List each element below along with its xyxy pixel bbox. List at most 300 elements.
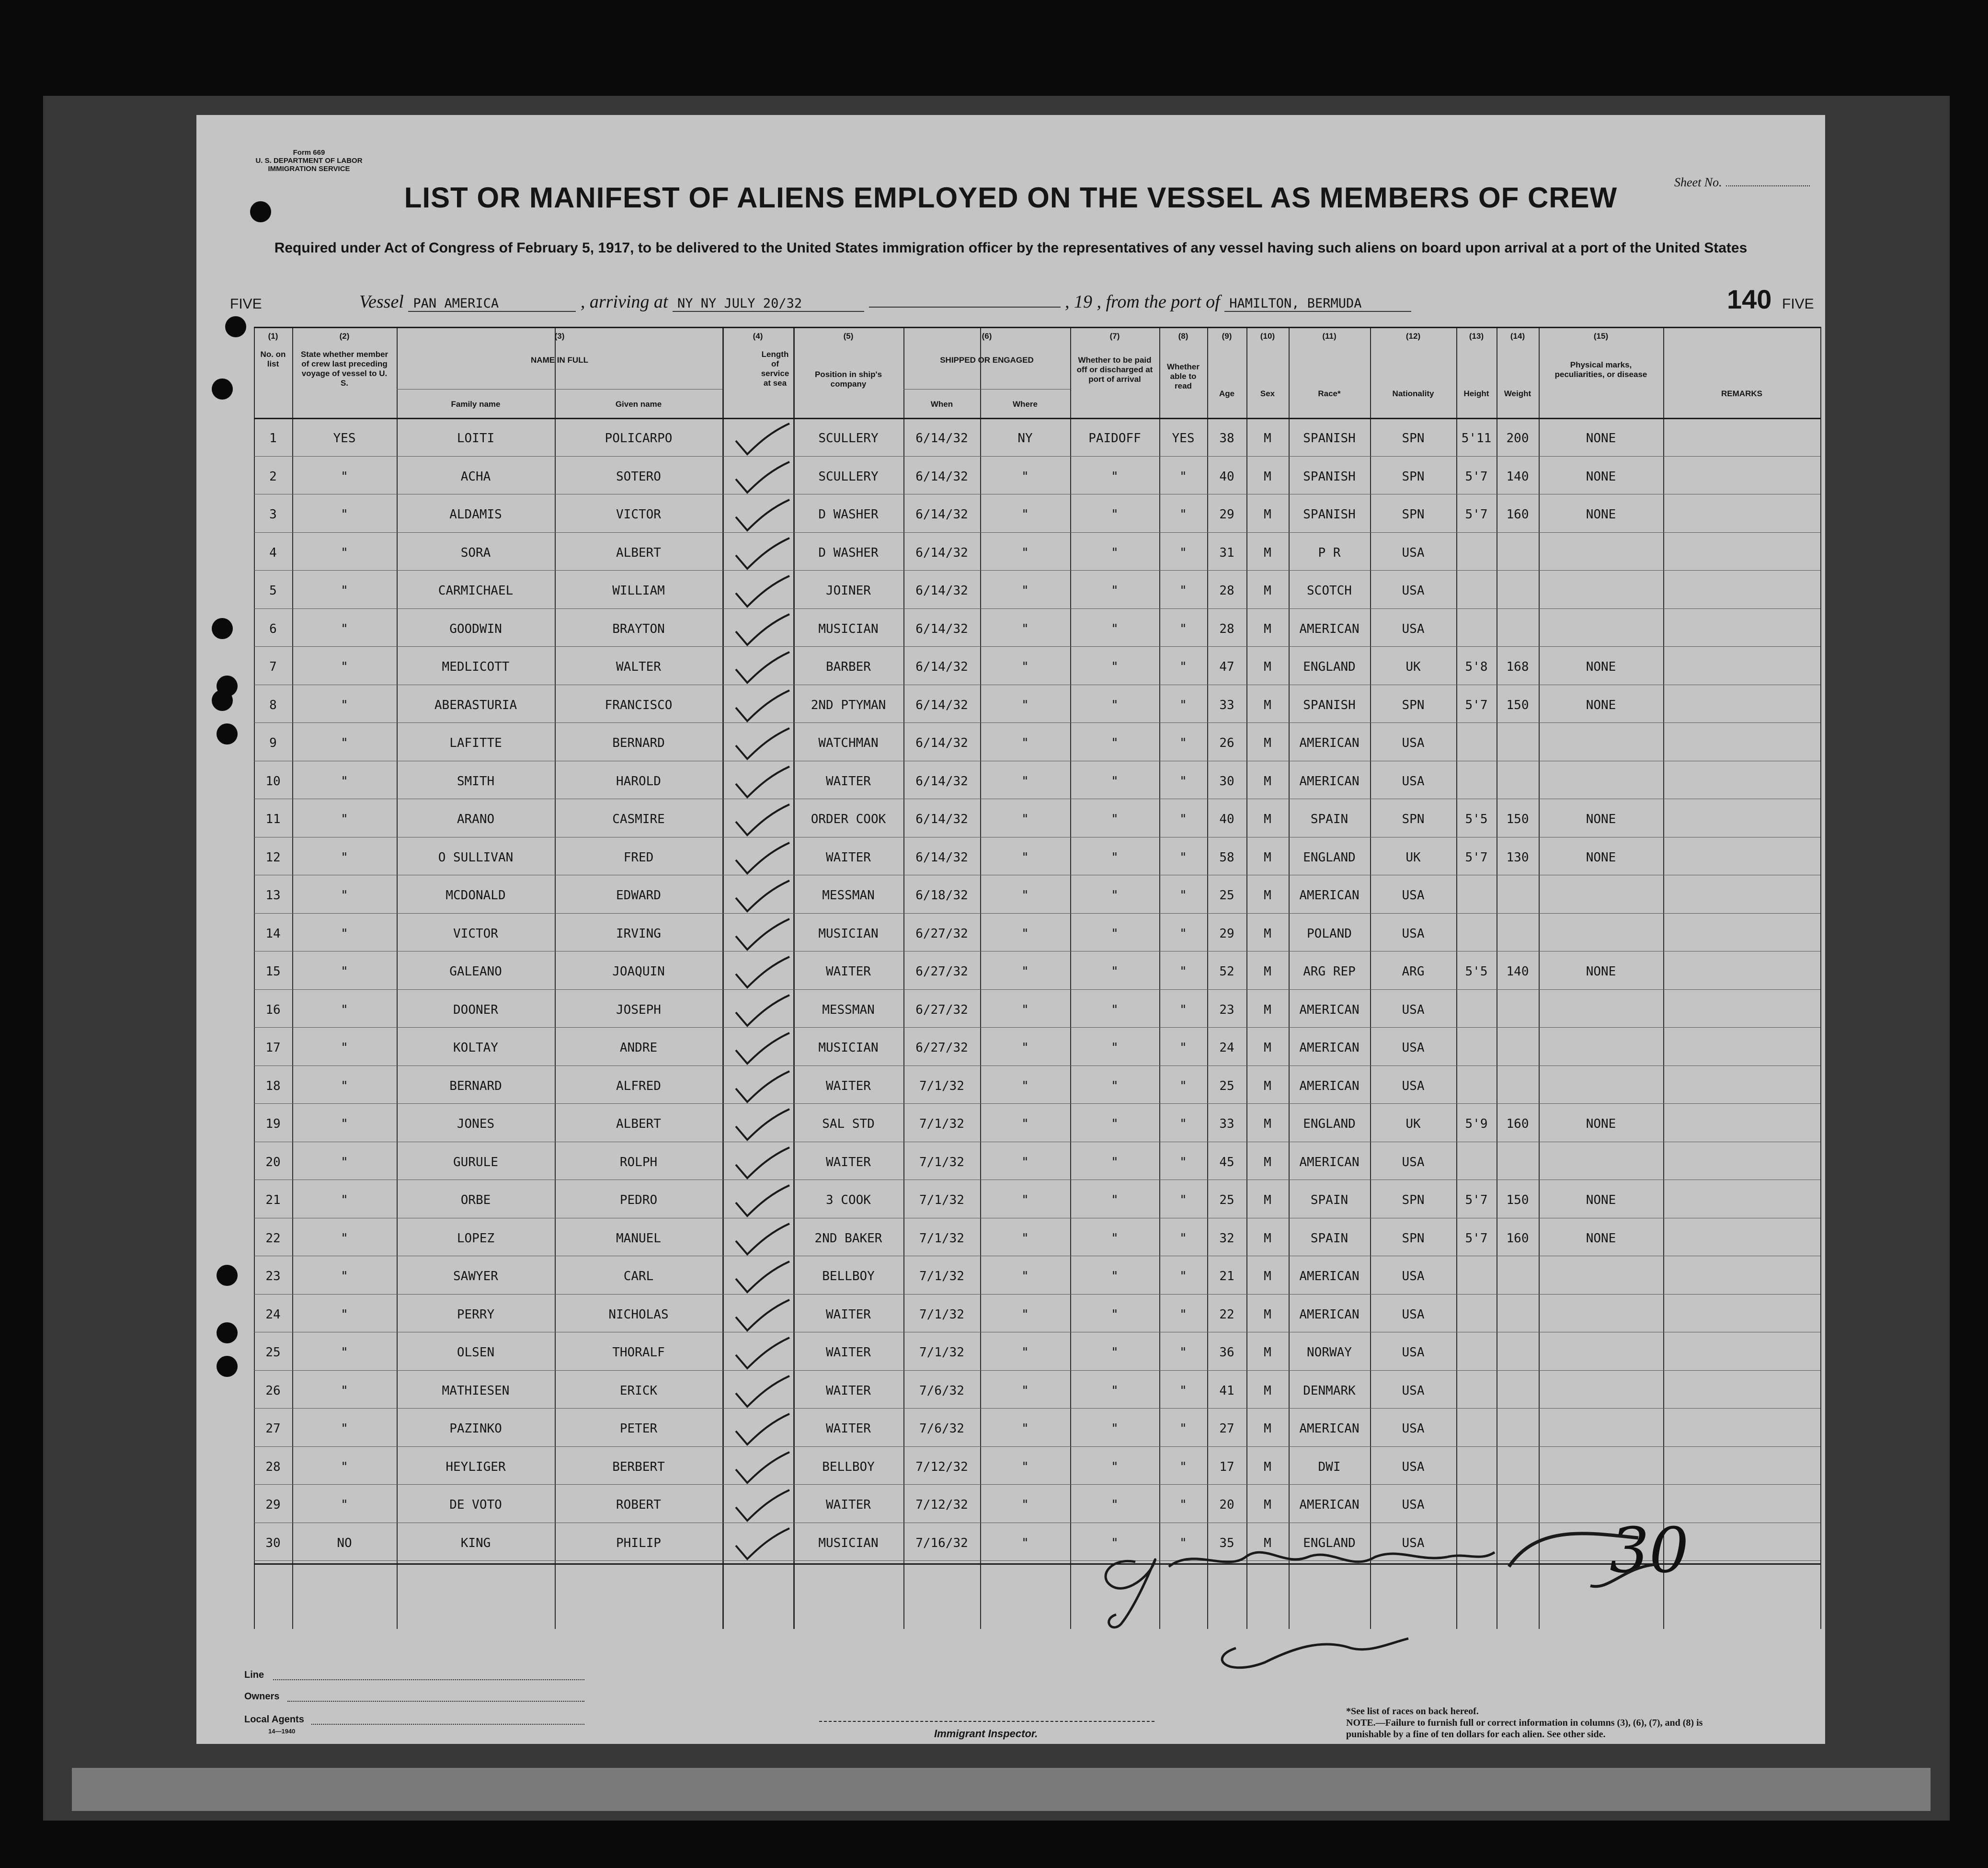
inspector-signature [1083,1504,1681,1691]
race-cell: SPANISH [1303,431,1356,446]
agents-label: Local Agents [244,1714,304,1725]
physical-marks-cell: NONE [1586,507,1616,522]
nationality-cell: USA [1402,1536,1425,1550]
nationality-cell: USA [1402,1383,1425,1398]
inspector-label: Immigrant Inspector. [934,1728,1038,1740]
check-mark-icon [722,536,793,574]
vessel-line [359,291,1411,320]
shipped-when-cell: 7/12/32 [915,1459,968,1474]
sex-cell: M [1264,660,1271,674]
shipped-when-cell: 7/6/32 [919,1383,964,1398]
punch-hole [217,1356,238,1377]
previous-voyage-cell: " [341,507,348,522]
shipped-where-cell: " [1021,507,1029,522]
family-name-cell: PERRY [457,1307,495,1322]
column-rule [1820,327,1821,1629]
vessel-label: Vessel [359,292,404,312]
position-cell: WAITER [826,1078,871,1093]
previous-voyage-cell: " [341,1383,348,1398]
previous-voyage-cell: " [341,736,348,750]
col-9-header: Age [1219,389,1235,398]
punch-hole [217,1265,238,1286]
row-number-cell: 25 [265,1345,281,1360]
age-cell: 41 [1219,1383,1234,1398]
age-cell: 26 [1219,736,1234,750]
row-number-cell: 10 [265,774,281,789]
able-to-read-cell: " [1179,584,1187,598]
paid-off-cell: " [1111,850,1119,865]
col-11-header: Race* [1318,389,1341,398]
age-cell: 23 [1219,1002,1234,1017]
race-cell: P R [1318,545,1341,560]
height-cell: 5'7 [1465,469,1488,484]
age-cell: 33 [1219,698,1234,712]
family-name-cell: KING [460,1536,491,1550]
row-number-cell: 14 [265,926,281,941]
nationality-cell: USA [1402,1307,1425,1322]
shipped-when-cell: 6/14/32 [915,621,968,636]
sex-cell: M [1264,1078,1271,1093]
position-cell: WAITER [826,1155,871,1169]
previous-voyage-cell: " [341,1269,348,1284]
paid-off-cell: " [1111,1307,1119,1322]
punch-hole [212,618,233,639]
sex-cell: M [1264,888,1271,903]
check-mark-icon [722,574,793,612]
given-name-cell: BERNARD [612,736,665,750]
position-cell: SCULLERY [818,469,879,484]
previous-voyage-cell: " [341,1193,348,1207]
manifest-table [254,327,1820,1629]
position-cell: WAITER [826,1383,871,1398]
shipped-where-cell: " [1021,1193,1029,1207]
previous-voyage-cell: YES [333,431,356,446]
check-mark-icon [722,1450,793,1489]
race-cell: SPAIN [1310,812,1348,826]
check-mark-icon [722,1488,793,1526]
position-cell: SCULLERY [818,431,879,446]
nationality-cell: USA [1402,584,1425,598]
position-cell: WAITER [826,774,871,789]
sex-cell: M [1264,1002,1271,1017]
able-to-read-cell: " [1179,1269,1187,1284]
col-7-header: Whether to be paid off or discharged at port of arrival [1076,355,1153,384]
weight-cell: 168 [1506,660,1529,674]
given-name-cell: FRED [623,850,654,865]
handwritten-count: 30 [1610,1514,1689,1587]
col-10-header: Sex [1260,389,1275,398]
age-cell: 25 [1219,1078,1234,1093]
row-rule [254,1294,1820,1295]
nationality-cell: USA [1402,1155,1425,1169]
punch-hole [217,1322,238,1343]
previous-voyage-cell: " [341,1041,348,1055]
given-name-cell: HAROLD [616,774,661,789]
family-name-cell: ALDAMIS [449,507,502,522]
family-name-cell: GOODWIN [449,621,502,636]
check-mark-icon [722,498,793,536]
nationality-cell: UK [1405,850,1421,865]
nationality-cell: USA [1402,545,1425,560]
header-top-rule [254,327,1820,328]
sex-cell: M [1264,1383,1271,1398]
punch-hole [217,723,238,745]
position-cell: BELLBOY [822,1459,875,1474]
sex-cell: M [1264,926,1271,941]
weight-cell: 200 [1506,431,1529,446]
nationality-cell: USA [1402,1421,1425,1436]
nationality-cell: USA [1402,774,1425,789]
col-8-number: (8) [1178,332,1188,341]
physical-marks-cell: NONE [1586,850,1616,865]
previous-voyage-cell: " [341,698,348,712]
paid-off-cell: " [1111,888,1119,903]
row-rule [254,989,1820,990]
five-right: FIVE [1782,296,1814,312]
able-to-read-cell: " [1179,1231,1187,1246]
check-mark-icon [722,1298,793,1336]
paid-off-cell: PAIDOFF [1088,431,1141,446]
shipped-where-cell: " [1021,469,1029,484]
age-cell: 40 [1219,812,1234,826]
physical-marks-cell: NONE [1586,1117,1616,1131]
race-cell: AMERICAN [1299,888,1360,903]
weight-cell: 130 [1506,850,1529,865]
shipped-where-cell: " [1021,1459,1029,1474]
family-name-cell: O SULLIVAN [438,850,514,865]
row-number-cell: 20 [265,1155,281,1169]
race-cell: AMERICAN [1299,774,1360,789]
shipped-when-cell: 6/14/32 [915,850,968,865]
age-cell: 22 [1219,1307,1234,1322]
shipped-when-cell: 6/14/32 [915,774,968,789]
previous-voyage-cell: " [341,545,348,560]
given-name-cell: CASMIRE [612,812,665,826]
punch-hole [212,690,233,711]
sex-cell: M [1264,1421,1271,1436]
age-cell: 38 [1219,431,1234,446]
height-cell: 5'7 [1465,507,1488,522]
row-rule [254,1370,1820,1371]
physical-marks-cell: NONE [1586,698,1616,712]
age-cell: 27 [1219,1421,1234,1436]
race-cell: AMERICAN [1299,621,1360,636]
nationality-cell: USA [1402,1078,1425,1093]
row-number-cell: 28 [265,1459,281,1474]
able-to-read-cell: " [1179,1002,1187,1017]
able-to-read-cell: " [1179,507,1187,522]
department: U. S. DEPARTMENT OF LABOR [255,157,363,165]
previous-voyage-cell: " [341,584,348,598]
position-cell: 3 COOK [826,1193,871,1207]
check-mark-icon [722,879,793,917]
weight-cell: 140 [1506,469,1529,484]
race-cell: AMERICAN [1299,1307,1360,1322]
sex-cell: M [1264,621,1271,636]
physical-marks-cell: NONE [1586,964,1616,979]
position-cell: JOINER [826,584,871,598]
race-cell: ENGLAND [1303,660,1356,674]
physical-marks-cell: NONE [1586,812,1616,826]
physical-marks-cell: NONE [1586,469,1616,484]
race-cell: DWI [1318,1459,1341,1474]
col-7-number: (7) [1109,332,1120,341]
sex-cell: M [1264,1155,1271,1169]
agents-field [311,1724,584,1725]
col-5-header: Position in ship's company [814,370,882,389]
check-mark-icon [722,1526,793,1565]
shipped-where-cell: " [1021,660,1029,674]
nationality-cell: USA [1402,926,1425,941]
able-to-read-cell: " [1179,1078,1187,1093]
row-rule [254,646,1820,647]
shipped-when-cell: 6/14/32 [915,507,968,522]
shipped-where-cell: " [1021,1498,1029,1512]
family-name-cell: VICTOR [453,926,498,941]
check-mark-icon [722,1260,793,1298]
col-12-header: Nationality [1392,389,1434,398]
col-6-when-header: When [930,400,953,409]
paid-off-cell: " [1111,1231,1119,1246]
race-cell: AMERICAN [1299,1498,1360,1512]
position-cell: WAITER [826,1421,871,1436]
race-cell: SCOTCH [1307,584,1352,598]
row-number-cell: 7 [269,660,277,674]
shipped-where-cell: " [1021,584,1029,598]
nationality-cell: SPN [1402,1193,1425,1207]
shipped-where-cell: " [1021,1345,1029,1360]
shipped-when-cell: 6/14/32 [915,469,968,484]
previous-voyage-cell: " [341,1307,348,1322]
shipped-when-cell: 6/14/32 [915,545,968,560]
family-name-cell: DOONER [453,1002,498,1017]
age-cell: 30 [1219,774,1234,789]
previous-voyage-cell: " [341,1231,348,1246]
able-to-read-cell: " [1179,545,1187,560]
able-to-read-cell: " [1179,1383,1187,1398]
shipped-where-cell: " [1021,1383,1029,1398]
shipped-where-cell: " [1021,1155,1029,1169]
position-cell: WAITER [826,1345,871,1360]
nationality-cell: UK [1405,660,1421,674]
age-cell: 35 [1219,1536,1234,1550]
row-rule [254,1103,1820,1104]
able-to-read-cell: " [1179,926,1187,941]
race-cell: SPANISH [1303,507,1356,522]
paid-off-cell: " [1111,621,1119,636]
shipped-when-cell: 7/1/32 [919,1155,964,1169]
shipped-where-cell: " [1021,1421,1029,1436]
weight-cell: 160 [1506,1117,1529,1131]
family-name-cell: PAZINKO [449,1421,502,1436]
check-mark-icon [722,650,793,688]
physical-marks-cell: NONE [1586,660,1616,674]
sex-cell: M [1264,1269,1271,1284]
given-name-cell: ALBERT [616,545,661,560]
row-number-cell: 23 [265,1269,281,1284]
given-name-cell: ALFRED [616,1078,661,1093]
nationality-cell: USA [1402,1459,1425,1474]
able-to-read-cell: " [1179,1459,1187,1474]
row-number-cell: 26 [265,1383,281,1398]
age-cell: 45 [1219,1155,1234,1169]
column-rule [1663,327,1664,1629]
age-cell: 36 [1219,1345,1234,1360]
page-subtitle: Required under Act of Congress of February 5, 1917, to be delivered to the United States immigration officer by the representatives of any vessel having such aliens on board upon arrival at a port of the United States [274,240,1748,256]
height-cell: 5'8 [1465,660,1488,674]
previous-voyage-cell: " [341,1155,348,1169]
family-name-cell: SAWYER [453,1269,498,1284]
sex-cell: M [1264,1307,1271,1322]
races-note: *See list of races on back hereof. [1346,1706,1479,1717]
service: IMMIGRATION SERVICE [268,165,350,173]
able-to-read-cell: " [1179,812,1187,826]
col-6-header: SHIPPED OR ENGAGED [940,355,1034,365]
height-cell: 5'7 [1465,698,1488,712]
race-cell: AMERICAN [1299,736,1360,750]
race-cell: DENMARK [1303,1383,1356,1398]
previous-voyage-cell: " [341,660,348,674]
remarks-header: REMARKS [1721,389,1762,398]
given-name-cell: PHILIP [616,1536,661,1550]
shipped-when-cell: 6/14/32 [915,736,968,750]
punch-hole [225,316,246,337]
race-cell: ENGLAND [1303,1536,1356,1550]
shipped-when-cell: 7/1/32 [919,1231,964,1246]
weight-cell: 140 [1506,964,1529,979]
position-cell: D WASHER [818,507,879,522]
nationality-cell: SPN [1402,1231,1425,1246]
nationality-cell: USA [1402,1345,1425,1360]
check-mark-icon [722,993,793,1031]
check-mark-icon [722,1412,793,1450]
race-cell: AMERICAN [1299,1269,1360,1284]
family-name-cell: SMITH [457,774,495,789]
shipped-when-cell: 7/6/32 [919,1421,964,1436]
paid-off-cell: " [1111,1078,1119,1093]
shipped-where-cell: " [1021,1307,1029,1322]
paid-off-cell: " [1111,1117,1119,1131]
position-cell: WATCHMAN [818,736,879,750]
family-name-cell: GALEANO [449,964,502,979]
race-cell: AMERICAN [1299,1002,1360,1017]
age-cell: 29 [1219,507,1234,522]
age-cell: 47 [1219,660,1234,674]
row-number-cell: 3 [269,507,277,522]
shipped-when-cell: 7/1/32 [919,1078,964,1093]
paid-off-cell: " [1111,469,1119,484]
shipped-where-cell: " [1021,621,1029,636]
paid-off-cell: " [1111,1041,1119,1055]
nationality-cell: USA [1402,621,1425,636]
height-cell: 5'7 [1465,1193,1488,1207]
sex-cell: M [1264,850,1271,865]
paid-off-cell: " [1111,1269,1119,1284]
able-to-read-cell: " [1179,888,1187,903]
inspector-field [819,1721,1154,1722]
given-name-cell: WILLIAM [612,584,665,598]
page-title: LIST OR MANIFEST OF ALIENS EMPLOYED ON THE VESSEL AS MEMBERS OF CREW [404,182,1618,214]
able-to-read-cell: " [1179,698,1187,712]
col-13-number: (13) [1469,332,1484,341]
age-cell: 31 [1219,545,1234,560]
shipped-when-cell: 6/14/32 [915,660,968,674]
family-name-cell: MCDONALD [446,888,506,903]
check-mark-icon [722,1107,793,1146]
race-cell: SPAIN [1310,1231,1348,1246]
age-cell: 17 [1219,1459,1234,1474]
nationality-cell: USA [1402,1002,1425,1017]
family-name-cell: MATHIESEN [442,1383,510,1398]
col-10-number: (10) [1260,332,1275,341]
given-name-cell: MANUEL [616,1231,661,1246]
col-15-number: (15) [1593,332,1609,341]
paid-off-cell: " [1111,1155,1119,1169]
given-name-cell: BERBERT [612,1459,665,1474]
shipped-where-cell: " [1021,1269,1029,1284]
paid-off-cell: " [1111,507,1119,522]
given-name-cell: VICTOR [616,507,661,522]
blank-field [869,307,1061,308]
check-mark-icon [722,422,793,460]
paid-off-cell: " [1111,1536,1119,1550]
age-cell: 58 [1219,850,1234,865]
height-cell: 5'5 [1465,964,1488,979]
col-13-header: Height [1463,389,1489,398]
col-15-header: Physical marks, peculiarities, or disease [1554,360,1647,379]
row-rule [254,532,1820,533]
family-name-cell: MEDLICOTT [442,660,510,674]
family-name-cell: ACHA [460,469,491,484]
shipped-where-cell: " [1021,812,1029,826]
family-name-cell: DE VOTO [449,1498,502,1512]
row-number-cell: 5 [269,584,277,598]
from-port-label: , from the port of [1097,292,1220,312]
col-3-number: (3) [554,332,565,341]
paid-off-cell: " [1111,698,1119,712]
row-number-cell: 13 [265,888,281,903]
col-2-header: State whether member of crew last preceding voyage of vessel to U. S. [300,350,388,388]
sex-cell: M [1264,1041,1271,1055]
age-cell: 25 [1219,888,1234,903]
position-cell: ORDER COOK [811,812,886,826]
shipped-where-cell: " [1021,1231,1029,1246]
row-number-cell: 19 [265,1117,281,1131]
punch-hole [212,378,233,400]
physical-marks-cell: NONE [1586,1231,1616,1246]
check-mark-icon [722,765,793,803]
given-name-cell: ERICK [619,1383,658,1398]
row-number-cell: 18 [265,1078,281,1093]
sex-cell: M [1264,1345,1271,1360]
position-cell: WAITER [826,850,871,865]
row-number-cell: 30 [265,1536,281,1550]
check-mark-icon [722,802,793,841]
sex-cell: M [1264,1231,1271,1246]
family-name-cell: LOITI [457,431,495,446]
able-to-read-cell: " [1179,1498,1187,1512]
position-cell: MUSICIAN [818,1041,879,1055]
previous-voyage-cell: " [341,1421,348,1436]
arriving-label: , arriving at [580,292,668,312]
given-name-cell: IRVING [616,926,661,941]
row-rule [254,722,1820,723]
penalty-note: NOTE.—Failure to furnish full or correct information in columns (3), (6), (7), and (8) is punishable by a fine of ten dollars for each alien. See other side. [1346,1718,1703,1740]
col-3-header: NAME IN FULL [531,355,588,365]
nationality-cell: USA [1402,1269,1425,1284]
weight-cell: 150 [1506,1193,1529,1207]
shipped-where-cell: " [1021,1117,1029,1131]
